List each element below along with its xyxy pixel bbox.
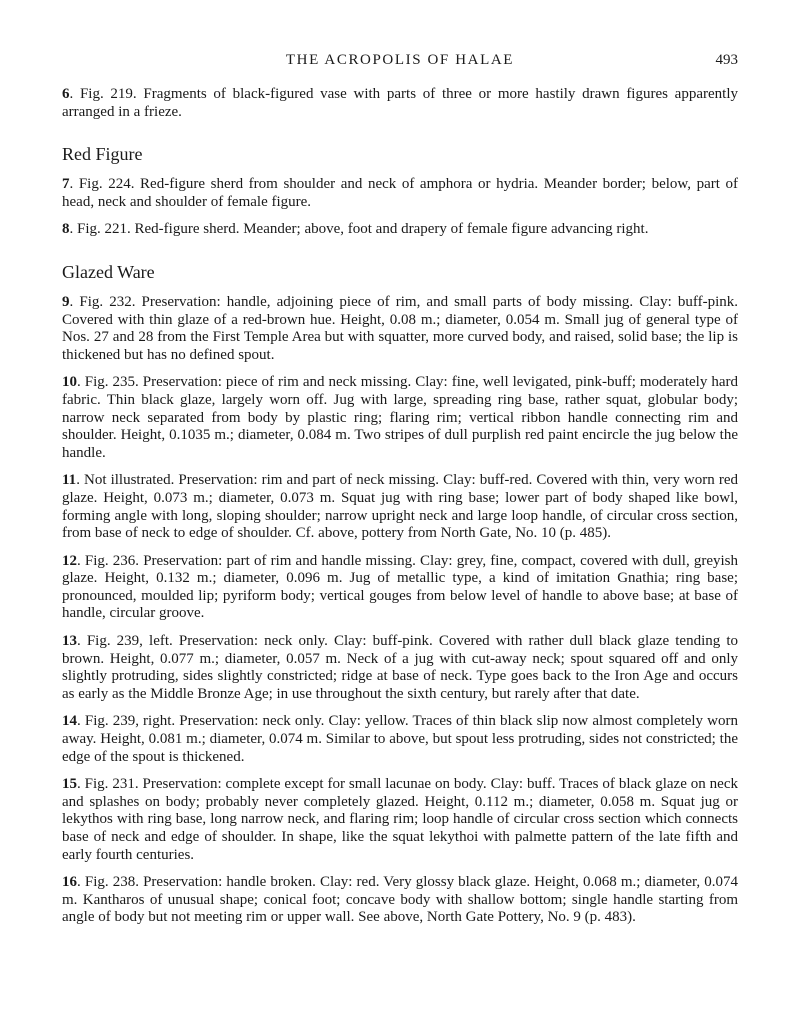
entry-number: 9 [62,293,70,310]
entry-text: . Fig. 224. Red-figure sherd from shoulder and neck of amphora or hydria. Meander border; below, part of head, neck and shoulder of female figure. [62,176,738,210]
catalogue-entry-7 [62,176,738,211]
entry-text: . Fig. 238. Preservation: handle broken. Clay: red. Very glossy black glaze. Height, 0.068 m.; diameter, 0.074 m. Kantharos of unusual shape; conical foot; concave body with shallow bottom; single handle starting from angle of body but not meeting rim or upper wall. See above, North Gate Pottery, No. 9 (p. 483). [62,874,738,926]
entry-number: 6 [62,86,70,102]
entry-number: 16 [62,874,77,891]
entry-text: . Fig. 232. Preservation: handle, adjoining piece of rim, and small parts of body missing. Clay: buff-pink. Covered with thin glaze of a red-brown hue. Height, 0.08 m.; diameter, 0.054 m. Small jug of general type of Nos. 27 and 28 from the First Temple Area but with squatter, more curved body, and raised, solid base; the lip is thickened but has no defined spout. [62,293,738,363]
catalogue-entry-14 [62,713,738,766]
entry-text: . Fig. 239, left. Preservation: neck only. Clay: buff-pink. Covered with rather dull black glaze tending to brown. Height, 0.077 m.; diameter, 0.057 m. Neck of a jug with cut-away neck; spout squared off and only slightly protruding, sides slightly constricted; ridge at base of neck. Type goes back to the Iron Age and occurs as early as the Middle Bronze Age; in use throughout the sixth century, but rarely after that date. [62,633,738,702]
catalogue-entry-9 [62,294,738,364]
entry-text: . Fig. 221. Red-figure sherd. Meander; above, foot and drapery of female figure advancing right. [69,221,649,238]
catalogue-entry-6 [62,86,738,121]
section-heading-red-figure: Red Figure [62,144,143,165]
entry-text: . Fig. 219. Fragments of black-figured vase with parts of three or more hastily drawn figures apparently arranged in a frieze. [62,86,738,120]
entry-number: 15 [62,776,77,793]
running-title: THE ACROPOLIS OF HALAE [285,52,515,68]
running-head [62,52,738,74]
catalogue-entry-16 [62,874,738,927]
catalogue-entry-8 [62,221,738,239]
section-heading-glazed-ware: Glazed Ware [62,261,155,282]
catalogue-entry-15 [62,776,738,864]
catalogue-entry-13 [62,633,738,703]
entry-number: 12 [62,552,77,569]
entry-number: 13 [62,633,77,650]
entry-number: 8 [62,221,70,238]
entry-text: . Fig. 235. Preservation: piece of rim and neck missing. Clay: fine, well levigated, pink-buff; moderately hard fabric. Thin black glaze, largely worn off. Jug with large, spreading ring base, rather squat, globular body; narrow neck separated from body by plastic ring; flaring rim; vertical ribbon handle connecting rim and shoulder. Height, 0.1035 m.; diameter, 0.084 m. Two stripes of dull purplish red paint encircle the jug below the handle. [62,374,738,461]
catalogue-entry-11 [62,472,738,542]
entry-text: . Fig. 231. Preservation: complete except for small lacunae on body. Clay: buff. Traces of black glaze on neck and splashes on body; probably never completely glazed. Height, 0.112 m.; diameter, 0.058 m. Squat jug or lekythos with ring base, long narrow neck, and flaring rim; loop handle of circular cross section which connects base of neck and edge of shoulder. In shape, like the squat lekythoi with palmette pattern of the late fifth and early fourth centuries. [62,776,738,863]
entry-text: . Not illustrated. Preservation: rim and part of neck missing. Clay: buff-red. Covered with thin, very worn red glaze. Height, 0.073 m.; diameter, 0.073 m. Squat jug with ring base; lower part of body shaped like bowl, forming angle with long, sloping shoulder; narrow upright neck and large loop handle, of circular cross section, from base of neck to edge of shoulder. Cf. above, pottery from North Gate, No. 10 (p. 485). [62,472,738,542]
catalogue-entry-12 [62,553,738,623]
entry-number: 11 [62,472,77,489]
catalogue-entry-10 [62,374,738,462]
page-number: 493 [715,52,738,68]
entry-text: . Fig. 236. Preservation: part of rim and handle missing. Clay: grey, fine, compact, covered with dull, greyish glaze. Height, 0.132 m.; diameter, 0.096 m. Jug of metallic type, a kind of imitation Gnathia; ring base; pronounced, moulded lip; pyriform body; vertical gouges from below level of handle to above base; at base of handle, circular groove. [62,552,738,622]
entry-number: 14 [62,713,77,730]
entry-text: . Fig. 239, right. Preservation: neck only. Clay: yellow. Traces of thin black slip now almost completely worn away. Height, 0.081 m.; diameter, 0.074 m. Similar to above, but spout less protruding, sides not constricted; the edge of the spout is thickened. [62,713,738,765]
page-body [62,86,738,937]
entry-number: 10 [62,374,77,391]
entry-number: 7 [62,176,70,193]
